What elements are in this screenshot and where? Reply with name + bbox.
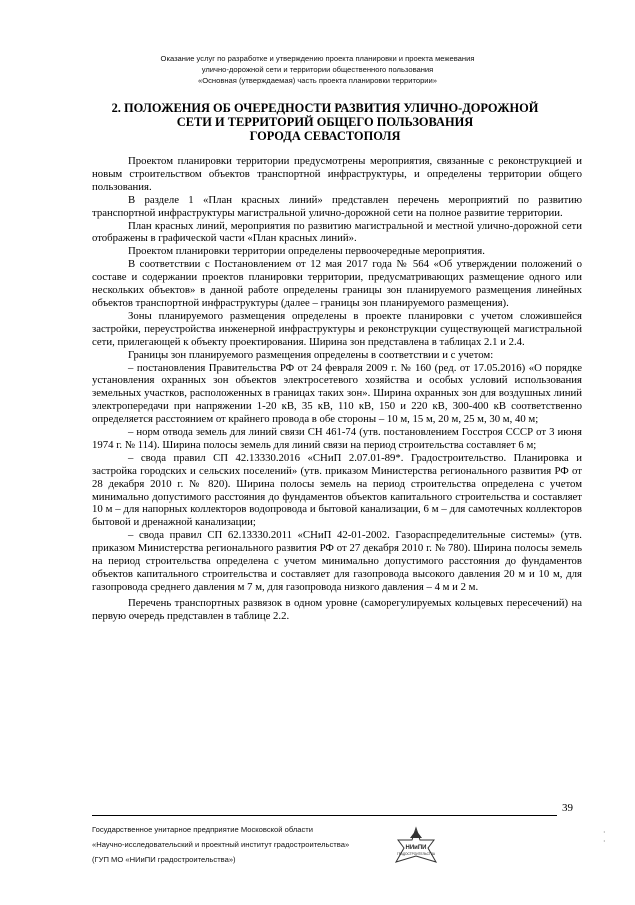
title-line-1: 2. ПОЛОЖЕНИЯ ОБ ОЧЕРЕДНОСТИ РАЗВИТИЯ УЛИЧНО-ДОРОЖНОЙ — [111, 101, 539, 115]
footer — [92, 822, 412, 867]
paragraph: В разделе 1 «План красных линий» представлен перечень мероприятий по развитию транспортной инфраструктуры магистральной улично-дорожной сети на полное развитие территории. — [92, 193, 582, 219]
footer-line-3: (ГУП МО «НИиПИ градостроительства») — [92, 855, 236, 864]
list-item: – свода правил СП 62.13330.2011 «СНиП 42-01-2002. Газораспределительные системы» (утв. приказом Министерства регионального развития РФ от 27 декабря 2010 г. № 780). Ширина полосы земель на период строительства определена с учетом минимально допустимого расстояния до фундаментов объектов капитального строительства и составляет для газопровода высокого давления 20 м и 10 м, для газопровода среднего давления м 7 м, для газопровода низкого давления – 4 м и 2 м. — [92, 529, 582, 593]
header-line-2: улично-дорожной сети и территории общественного пользования — [201, 65, 434, 74]
page-number: 39 — [562, 802, 573, 814]
paragraph: Зоны планируемого размещения определены в проекте планировки с учетом сложившейся застройки, переустройства инженерной инфраструктуры и реконструкции существующей магистральной сети, прилегающей к объекту проектирования. Ширина зон представлена в таблицах 2.1 и 2.4. — [92, 309, 582, 348]
paragraph: Границы зон планируемого размещения определены в соответствии и с учетом: — [128, 348, 494, 361]
running-header — [0, 53, 635, 86]
header-line-1: Оказание услуг по разработке и утверждению проекта планировки и проекта межевания — [160, 54, 475, 63]
logo-text-bottom: ГРАДОСТРОИТЕЛЬСТВА — [397, 852, 435, 856]
title-line-3: ГОРОДА СЕВАСТОПОЛЯ — [249, 129, 401, 143]
institute-logo-icon — [390, 826, 442, 866]
footer-divider — [92, 815, 557, 816]
paragraph: Проектом планировки территории определены первоочередные мероприятия. — [128, 245, 485, 258]
title-line-2: СЕТИ И ТЕРРИТОРИЙ ОБЩЕГО ПОЛЬЗОВАНИЯ — [176, 115, 474, 129]
header-line-3: «Основная (утверждаемая) часть проекта планировки территории» — [197, 76, 437, 85]
paragraph: В соответствии с Постановлением от 12 мая 2017 года № 564 «Об утверждении положений о составе и содержании проектов планировки территории, предусматривающих размещение одного или нескольких объектов» в данной работе определены границы зон планируемого размещения линейных объектов транспортной инфраструктуры (далее – границы зон планируемого размещения). — [92, 258, 582, 309]
paragraph: Перечень транспортных развязок в одном уровне (саморегулируемых кольцевых пересечений) на первую очередь представлен в таблице 2.2. — [92, 596, 582, 622]
section-title — [60, 101, 590, 143]
logo-text-top: НИиПИ — [405, 845, 427, 851]
footer-line-2: «Научно-исследовательский и проектный институт градостроительства» — [92, 840, 350, 849]
list-item: – норм отвода земель для линий связи СН 461-74 (утв. постановлением Госстроя СССР от 3 июня 1974 г. № 114). Ширина полосы земель для линий связи на период строительства составляет 6 м; — [92, 426, 582, 451]
footer-line-1: Государственное унитарное предприятие Московской области — [92, 825, 314, 834]
list-item: – свода правил СП 42.13330.2016 «СНиП 2.07.01-89*. Градостроительство. Планировка и застройка городских и сельских поселений» (утв. приказом Министерства регионального развития РФ от 28 декабря 2010 г. № 820). Ширина полосы земель на период строительства определена с учетом минимально допустимого расстояния до фундаментов объектов капитального строительства и составляет 10 м – для напорных коллекторов водопровода и бытовой канализации, 6 м – для самотечных коллекторов бытовой и дренажной канализации; — [92, 451, 582, 529]
scan-specks: · · — [603, 828, 606, 846]
body-text — [92, 155, 582, 623]
paragraph: Проектом планировки территории предусмотрены мероприятия, связанные с реконструкцией и новым строительством объектов транспортной инфраструктуры, и определены территории общего пользования. — [92, 155, 582, 193]
list-item: – постановления Правительства РФ от 24 февраля 2009 г. № 160 (ред. от 17.05.2016) «О порядке установления охранных зон объектов электросетевого хозяйства и особых условий использования земельных участков, расположенных в границах таких зон». Ширина охранных зон для воздушных линий электропередачи при напряжении 1-20 кВ, 35 кВ, 110 кВ, 150 и 220 кВ, 300-400 кВ соответственно определяется расстоянием от крайнего провода в обе стороны – 10 м, 15 м, 20 м, 25 м, 30 м, 40 м; — [92, 361, 582, 426]
paragraph: План красных линий, мероприятия по развитию магистральной и местной улично-дорожной сети отображены в графической части «План красных линий». — [92, 219, 582, 245]
